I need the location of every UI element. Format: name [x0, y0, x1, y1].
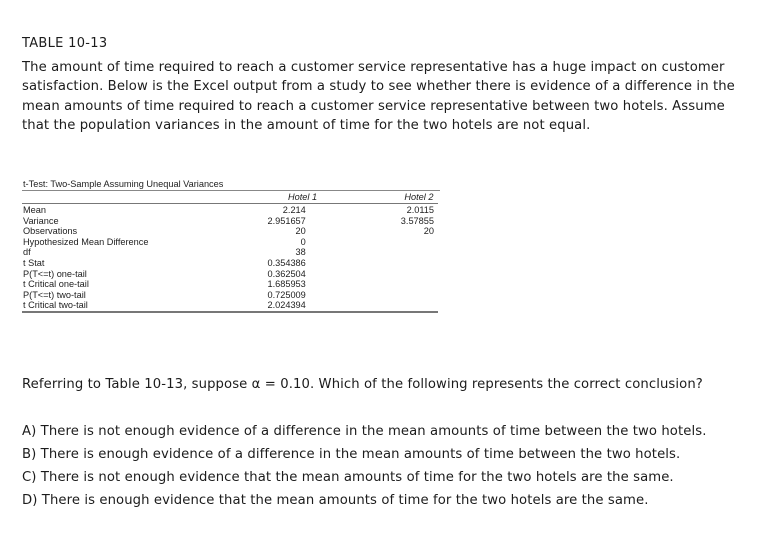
hotel-2-value [400, 279, 438, 290]
option-b: B) There is enough evidence of a difference in the mean amounts of time between the two hotels. [22, 446, 681, 462]
hotel-1-value: 38 [295, 247, 306, 258]
hotel-2-value [400, 258, 438, 269]
hotel-1-value: 0.725009 [267, 289, 306, 300]
hotel-1-value: 2.951657 [267, 215, 306, 226]
row-label: P(T<=t) one-tail [23, 268, 87, 279]
option-a: A) There is not enough evidence of a difference in the mean amounts of time between the two hotels. [22, 424, 707, 439]
row-label: t Critical two-tail [23, 300, 88, 311]
table-row [22, 300, 438, 312]
hotel-2-value: 3.57855 [400, 215, 434, 226]
ttest-table [22, 191, 438, 313]
hotel-1-value: 2.024394 [267, 300, 306, 311]
table-row [22, 258, 438, 269]
row-label: Hypothesized Mean Difference [23, 236, 149, 247]
hotel-1-value: 0.354386 [267, 257, 306, 268]
row-label: Observations [23, 226, 78, 237]
excel-caption: t-Test: Two-Sample Assuming Unequal Variances [22, 178, 440, 191]
table-header-row [22, 191, 438, 204]
hotel-2-value: 20 [423, 226, 434, 237]
question-text: Referring to Table 10-13, suppose α = 0.10. Which of the following represents the correct conclusion? [22, 377, 703, 392]
excel-output-table [22, 178, 440, 313]
row-label: Mean [23, 205, 46, 215]
hotel-2-value [400, 269, 438, 280]
answer-options [22, 422, 742, 514]
table-row [22, 269, 438, 280]
row-label: Variance [23, 215, 59, 226]
option-c: C) There is not enough evidence that the mean amounts of time for the two hotels are the same. [22, 469, 674, 485]
hotel-1-value: 2.214 [282, 205, 306, 215]
row-label: P(T<=t) two-tail [23, 289, 86, 300]
table-row [22, 226, 438, 237]
table-row [22, 247, 438, 258]
hotel-1-value: 1.685953 [267, 279, 306, 290]
header-blank [22, 191, 205, 204]
row-label: df [23, 247, 31, 258]
row-label: t Stat [23, 257, 45, 268]
hotel-1-value: 20 [295, 226, 306, 237]
hotel-1-value: 0 [300, 236, 306, 247]
table-row [22, 279, 438, 290]
table-row [22, 204, 438, 216]
header-hotel-1: Hotel 1 [205, 191, 400, 204]
table-row [22, 237, 438, 248]
hotel-2-value [400, 247, 438, 258]
row-label: t Critical one-tail [23, 279, 89, 290]
hotel-1-value: 0.362504 [267, 268, 306, 279]
table-title: TABLE 10-13 [22, 36, 108, 51]
option-d: D) There is enough evidence that the mean amounts of time for the two hotels are the same. [22, 492, 649, 508]
hotel-2-value [400, 290, 438, 301]
table-row [22, 216, 438, 227]
hotel-2-value [400, 300, 438, 312]
header-hotel-2: Hotel 2 [400, 191, 438, 204]
hotel-2-value: 2.0115 [406, 205, 434, 215]
table-row [22, 290, 438, 301]
intro-paragraph: The amount of time required to reach a customer service representative has a huge impact on customer satisfaction. Below is the Excel output from a study to see whether there is evidence of a difference in the mean amounts of time required to reach a customer service representative between two hotels. Assume that the population variances in the amount of time for the two hotels are not equal. [22, 60, 735, 134]
table-body [22, 204, 438, 312]
hotel-2-value [400, 237, 438, 248]
